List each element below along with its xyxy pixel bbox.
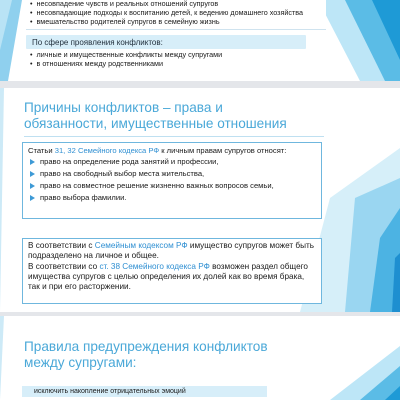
list-item: • в отношениях между родственниками	[30, 60, 326, 69]
list-item: • несовпадение чувств и реальных отношений супругов	[30, 0, 326, 9]
paragraph-text: имущество супругов может быть подразделено на личное и общее.	[28, 241, 315, 261]
sphere-heading: По сфере проявления конфликтов:	[26, 35, 306, 49]
property-paragraph-1	[28, 241, 316, 262]
slide-2	[0, 88, 400, 312]
paragraph-text: В соответствии с	[28, 241, 95, 250]
sphere-list	[26, 49, 326, 69]
list-item: право на определение рода занятий и профессии,	[28, 157, 316, 167]
slide-2-title	[24, 100, 314, 132]
paragraph-text: возможен раздел общего имущества супругов с целью определения их долей как во время брака, так и при его расторжении.	[28, 261, 308, 292]
list-item: право на свободный выбор места жительства,	[28, 169, 316, 179]
slide-3-title	[24, 339, 314, 371]
list-item: • несовпадающие подходы к воспитанию детей, к ведению домашнего хозяйства	[30, 9, 326, 18]
slide-1-content	[26, 0, 326, 69]
property-box	[22, 238, 322, 304]
property-paragraph-2	[28, 262, 316, 293]
family-code-link[interactable]: Семейным кодексом РФ	[94, 241, 188, 250]
slide-3	[0, 316, 400, 400]
intro-text: Статьи	[28, 146, 55, 155]
list-item: право на совместное решение жизненно важных вопросов семьи,	[28, 181, 316, 191]
title-line: между супругами:	[24, 355, 137, 370]
title-divider	[24, 136, 324, 137]
rule-item: исключить накопление отрицательных эмоций	[22, 386, 267, 397]
articles-31-32-link[interactable]: 31, 32 Семейного кодекса РФ	[54, 146, 160, 155]
personal-rights-box	[22, 142, 322, 219]
conflict-causes-list	[26, 0, 326, 30]
title-line: Причины конфликтов – права и	[24, 100, 223, 115]
paragraph-text: В соответствии со	[28, 261, 100, 271]
title-line: обязанности, имущественные отношения	[24, 116, 287, 131]
intro-text: к личным правам супругов относят:	[159, 146, 287, 155]
slide-1	[0, 0, 400, 81]
list-item: • личные и имущественные конфликты между супругами	[30, 51, 326, 60]
rights-intro	[28, 146, 316, 155]
article-38-link[interactable]: ст. 38 Семейного кодекса РФ	[99, 261, 210, 271]
rights-list	[28, 157, 316, 203]
list-item: • вмешательство родителей супругов в семейную жизнь	[30, 18, 326, 27]
list-item: право выбора фамилии.	[28, 193, 316, 203]
title-line: Правила предупреждения конфликтов	[24, 339, 268, 354]
